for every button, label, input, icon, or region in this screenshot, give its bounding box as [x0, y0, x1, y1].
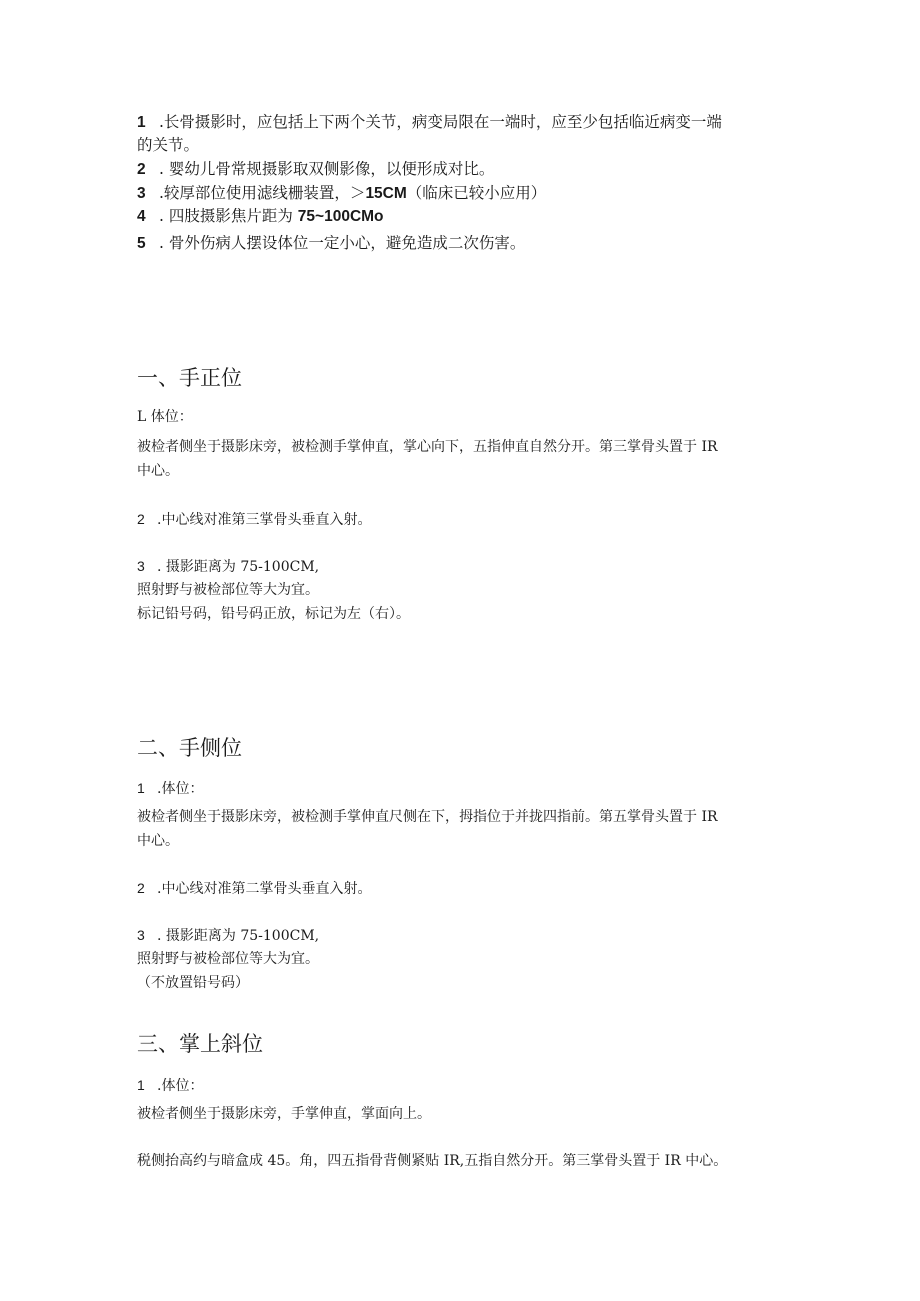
- sec1-line-position: L 体位：: [137, 409, 193, 425]
- intro-item-5: [137, 233, 525, 254]
- list-number: 2: [137, 880, 145, 896]
- list-number: 5: [137, 235, 146, 252]
- section-heading-hand-pa: 一、手正位: [137, 366, 242, 390]
- sec2-line-position: [137, 778, 203, 799]
- list-text: .体位：: [157, 1078, 204, 1094]
- list-text: .中心线对准第三掌骨头垂直入射。: [157, 512, 372, 528]
- list-text-bold: 15CM: [365, 185, 407, 202]
- list-text: （临床已较小应用）: [406, 184, 547, 202]
- sec3-line-angle: 税侧抬高约与暗盒成 45。角，四五指骨背侧紧贴 IR,五指自然分开。第三掌骨头置于 IR 中心。: [137, 1153, 728, 1169]
- section-heading-hand-lateral: 二、手侧位: [137, 736, 242, 760]
- sec2-line-central-ray: [137, 878, 371, 899]
- list-text: . 骨外伤病人摆设体位一定小心，避免造成二次伤害。: [159, 234, 526, 252]
- sec2-line-description-cont: 中心。: [137, 833, 179, 849]
- sec1-line-marker: 标记铅号码，铅号码正放，标记为左（右）。: [137, 606, 410, 622]
- intro-item-2: [137, 159, 494, 180]
- sec1-line-distance: [137, 556, 319, 577]
- list-number: 3: [137, 927, 145, 943]
- sec3-line-position: [137, 1075, 203, 1096]
- list-text: . 四肢摄影焦片距为: [159, 207, 298, 225]
- list-text: . 摄影距离为 75-100CM,: [157, 928, 320, 944]
- list-text: .体位：: [157, 781, 204, 797]
- list-number: 3: [137, 558, 145, 574]
- section-heading-hand-oblique: 三、掌上斜位: [137, 1032, 263, 1056]
- intro-item-1-continuation: 的关节。: [137, 136, 200, 154]
- list-text: .较厚部位使用滤线栅装置，＞: [159, 184, 366, 202]
- sec2-line-distance: [137, 925, 319, 946]
- list-text: .长骨摄影时，应包括上下两个关节，病变局限在一端时，应至少包括临近病变一端: [159, 113, 722, 131]
- sec3-line-description: 被检者侧坐于摄影床旁，手掌伸直，掌面向上。: [137, 1106, 431, 1122]
- intro-item-4: [137, 206, 384, 227]
- intro-item-1: [137, 112, 722, 133]
- sec1-line-description: 被检者侧坐于摄影床旁，被检测手掌伸直，掌心向下，五指伸直自然分开。第三掌骨头置于 IR: [137, 439, 718, 455]
- list-number: 4: [137, 208, 146, 225]
- list-text-bold: 75~100CMo: [297, 208, 384, 225]
- sec2-line-note: （不放置铅号码）: [137, 975, 249, 991]
- list-number: 2: [137, 161, 146, 178]
- sec2-line-description: 被检者侧坐于摄影床旁，被检测手掌伸直尺侧在下，拇指位于并拢四指前。第五掌骨头置于 IR: [137, 809, 718, 825]
- intro-item-3: [137, 183, 546, 204]
- list-number: 2: [137, 511, 145, 527]
- sec2-line-field: 照射野与被检部位等大为宜。: [137, 951, 319, 967]
- list-number: 3: [137, 185, 146, 202]
- list-number: 1: [137, 1077, 145, 1093]
- list-text: .中心线对准第二掌骨头垂直入射。: [157, 881, 372, 897]
- list-number: 1: [137, 780, 145, 796]
- list-text: . 婴幼儿骨常规摄影取双侧影像，以便形成对比。: [159, 160, 495, 178]
- sec1-line-field: 照射野与被检部位等大为宜。: [137, 582, 319, 598]
- list-number: 1: [137, 114, 146, 131]
- sec1-line-description-cont: 中心。: [137, 463, 179, 479]
- sec1-line-central-ray: [137, 509, 371, 530]
- list-text: . 摄影距离为 75-100CM,: [157, 559, 320, 575]
